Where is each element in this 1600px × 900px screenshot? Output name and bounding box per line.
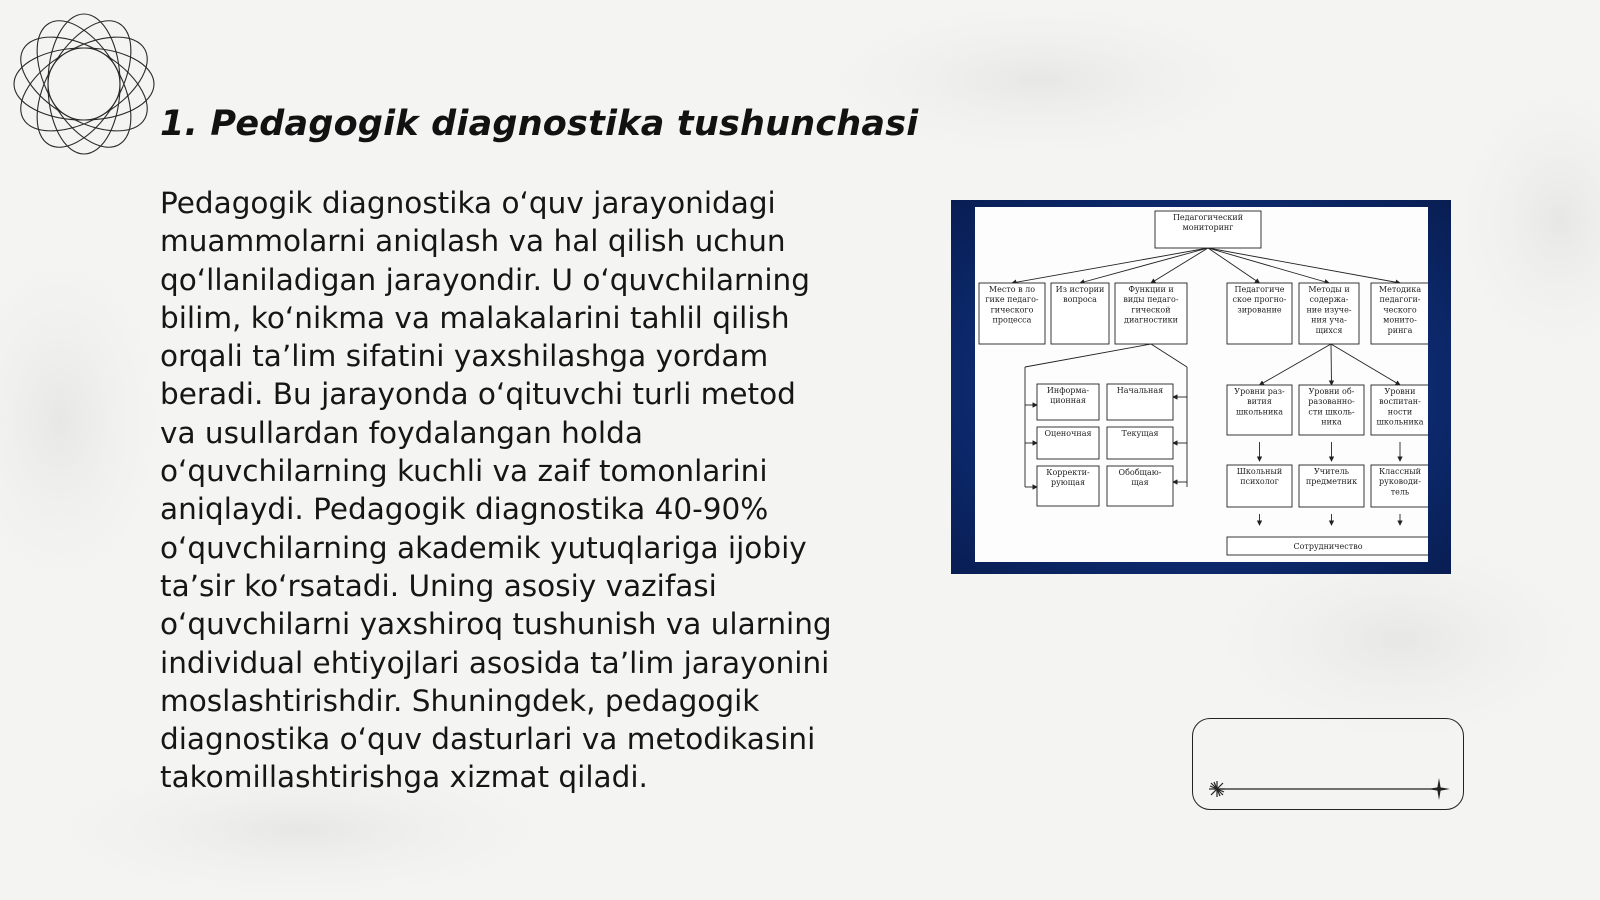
diagram-function-box [1037, 427, 1099, 459]
diagram-box-label: Уровни об- [1308, 387, 1355, 396]
slide-title: 1. Pedagogik diagnostika tushunchasi [160, 104, 919, 144]
diagram-box-label: Методика [1378, 285, 1422, 294]
body-line: diagnostika o‘quv dasturlari va metodikasini [160, 722, 816, 757]
diagram-box-label: гической [1131, 305, 1171, 315]
diagram-box-label: вопроса [1063, 295, 1097, 305]
pedagogical-monitoring-diagram [975, 207, 1428, 562]
diagram-box-label: Педагогиче [1234, 285, 1285, 294]
body-line: takomillashtirishga xizmat qiladi. [160, 760, 648, 795]
four-point-star-icon [1428, 778, 1450, 800]
diagram-level-box [1299, 385, 1364, 435]
sparkle-star-icon [1209, 781, 1225, 797]
body-line: ta’sir ko‘rsatadi. Uning asosiy vazifasi [160, 568, 717, 603]
diagram-box-label: ское прогно- [1232, 295, 1287, 305]
diagram-box-label: диагностики [1124, 315, 1178, 325]
diagram-box-label: Из истории [1055, 285, 1105, 294]
diagram-box-label: зирование [1237, 305, 1282, 315]
diagram-box-label: сти школь- [1308, 407, 1355, 417]
body-line: individual ehtiyojlari asosida ta’lim jarayonini [160, 645, 830, 680]
body-line: o‘quvchilarning kuchli va zaif tomonlarini [160, 454, 768, 489]
diagram-box-label: школьника [1376, 417, 1424, 427]
body-line: moslashtirishdir. Shuningdek, pedagogik [160, 683, 760, 718]
diagram-box-label: монито- [1383, 315, 1417, 325]
diagram-level1-box [1051, 283, 1109, 344]
diagram-box-label: Уровни раз- [1234, 387, 1285, 396]
decorative-callout-box [1192, 718, 1464, 810]
diagram-box-label: Оценочная [1044, 429, 1092, 438]
diagram-box-label: щая [1131, 478, 1149, 488]
diagram-box-label: гике педаго- [985, 295, 1039, 305]
diagram-box-label: Корректи- [1046, 468, 1090, 477]
body-line: va usullardan foydalangan holda [160, 415, 643, 450]
diagram-box-label: ческого [1383, 305, 1417, 315]
body-paragraph [160, 184, 850, 797]
diagram-box-label: Начальная [1116, 386, 1164, 395]
diagram-level-box [1227, 385, 1292, 435]
diagram-box-label: педагоги- [1379, 295, 1421, 305]
diagram-box-label: Учитель [1314, 467, 1349, 476]
body-line: orqali ta’lim sifatini yaxshilashga yordam [160, 339, 769, 374]
diagram-box-label: ности [1387, 407, 1413, 417]
diagram-level1-box [1227, 283, 1292, 344]
diagram-box-label: Информа- [1046, 386, 1090, 395]
diagram-actor-box [1371, 465, 1428, 507]
diagram-box-label: Текущая [1121, 429, 1159, 438]
diagram-box-label: школьника [1235, 407, 1284, 417]
diagram-level1-box [1115, 283, 1187, 344]
diagram-box-label: Уровни [1384, 387, 1416, 396]
diagram-box-label: щихся [1315, 325, 1343, 335]
body-line: Pedagogik diagnostika o‘quv jarayonidagi [160, 186, 776, 220]
diagram-box-label: ния уча- [1311, 315, 1347, 325]
diagram-actor-box [1227, 465, 1292, 507]
diagram-box-label: воспитан- [1379, 397, 1421, 407]
diagram-box-label: Сотрудничество [1293, 542, 1363, 551]
diagram-function-box [1037, 466, 1099, 506]
diagram-box-label: разованно- [1308, 397, 1355, 407]
interlaced-circles-ornament [8, 8, 160, 160]
diagram-box-label: Функции и [1128, 285, 1174, 294]
diagram-box-label: Место в ло [988, 285, 1036, 294]
diagram-root-box [1155, 211, 1261, 248]
diagram-function-box [1037, 384, 1099, 420]
diagram-box-label: ринга [1387, 325, 1413, 335]
diagram-box-label: ционная [1050, 396, 1086, 406]
diagram-level1-box [1371, 283, 1428, 344]
diagram-box-label: рующая [1050, 478, 1086, 488]
diagram-figure [951, 200, 1451, 574]
diagram-function-box [1107, 466, 1173, 506]
body-line: o‘quvchilarning akademik yutuqlariga ijobiy [160, 530, 807, 565]
diagram-box-label: содержа- [1309, 295, 1349, 305]
diagram-box-label: Обобщаю- [1118, 468, 1162, 477]
diagram-box-label: Классный [1378, 467, 1422, 476]
body-line: bilim, ko‘nikma va malakalarini tahlil qilish [160, 300, 790, 335]
diagram-box-label: процесса [992, 315, 1032, 325]
diagram-function-box [1107, 384, 1173, 420]
diagram-actor-box [1299, 465, 1364, 507]
diagram-box-label: Педагогический [1172, 213, 1244, 222]
diagram-box-label: ника [1321, 417, 1342, 427]
diagram-box-label: психолог [1240, 477, 1279, 487]
diagram-box-label: Школьный [1236, 467, 1283, 476]
diagram-box-label: Методы и [1308, 285, 1350, 294]
diagram-box-label: ние изуче- [1306, 305, 1352, 315]
diagram-canvas [975, 207, 1428, 562]
diagram-box-label: виды педаго- [1123, 295, 1179, 305]
diagram-level-box [1371, 385, 1428, 435]
diagram-box-label: мониторинг [1182, 223, 1234, 233]
diagram-level1-box [979, 283, 1045, 344]
diagram-box-label: вития [1247, 397, 1272, 407]
body-line: beradi. Bu jarayonda o‘qituvchi turli metod [160, 377, 796, 412]
diagram-box-label: гического [990, 305, 1034, 315]
diagram-cooperation-box [1227, 537, 1428, 555]
body-line: muammolarni aniqlash va hal qilish uchun [160, 224, 786, 259]
diagram-box-label: тель [1390, 487, 1410, 497]
body-line: aniqlaydi. Pedagogik diagnostika 40-90% [160, 492, 769, 527]
body-line: o‘quvchilarni yaxshiroq tushunish va ularning [160, 607, 832, 642]
diagram-box-label: предметник [1305, 477, 1358, 487]
diagram-function-box [1107, 427, 1173, 459]
body-line: qo‘llaniladigan jarayondir. U o‘quvchilarning [160, 262, 810, 297]
diagram-box-label: руководи- [1379, 477, 1421, 487]
diagram-level1-box [1299, 283, 1359, 344]
